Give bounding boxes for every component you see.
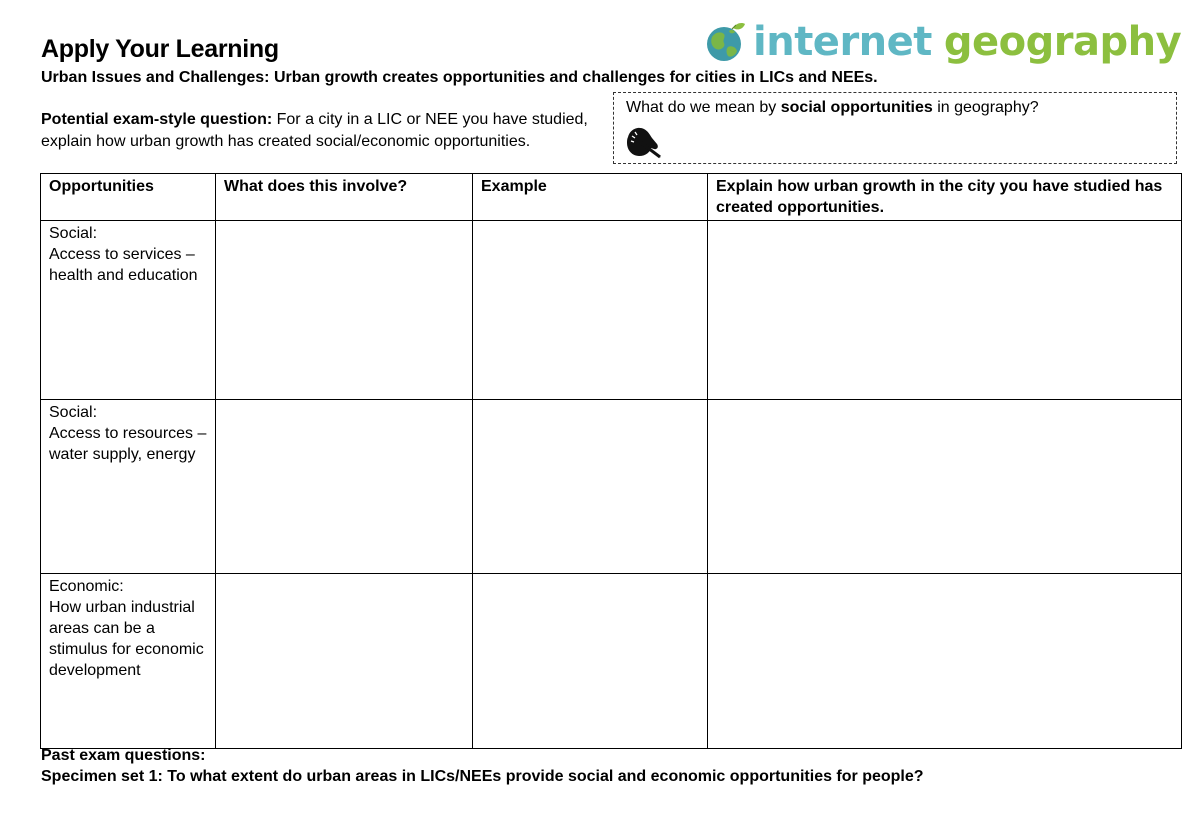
row-label-cell xyxy=(41,574,216,749)
answer-cell-example[interactable] xyxy=(473,400,708,574)
logo-word-internet: internet xyxy=(753,19,932,65)
row-label-line: water supply, energy xyxy=(49,446,196,463)
column-header-opportunities: Opportunities xyxy=(41,174,216,221)
row-label-line: Economic: xyxy=(49,578,124,595)
table-header-row xyxy=(41,174,1182,221)
table-row xyxy=(41,574,1182,749)
column-header-involve: What does this involve? xyxy=(216,174,473,221)
page-title: Apply Your Learning xyxy=(41,35,279,63)
table-row xyxy=(41,221,1182,400)
reflection-question-pre: What do we mean by xyxy=(626,99,781,116)
row-label-line: Social: xyxy=(49,225,98,242)
row-label-line: How urban industrial xyxy=(49,599,195,616)
reflection-question-bold: social opportunities xyxy=(780,99,933,116)
globe-icon xyxy=(703,20,747,64)
row-label-line: Access to resources – xyxy=(49,425,207,442)
opportunities-table xyxy=(40,173,1182,749)
column-header-explain: Explain how urban growth in the city you have studied has created opportunities. xyxy=(708,174,1182,221)
past-exam-question: Specimen set 1: To what extent do urban areas in LICs/NEEs provide social and economic opportunities for people? xyxy=(41,768,924,785)
internet-geography-logo xyxy=(703,16,1181,68)
answer-cell-example[interactable] xyxy=(473,221,708,400)
column-header-example: Example xyxy=(473,174,708,221)
answer-cell-involve[interactable] xyxy=(216,400,473,574)
row-label-line: areas can be a xyxy=(49,620,155,637)
page-subtitle: Urban Issues and Challenges: Urban growth creates opportunities and challenges for cities in LICs and NEEs. xyxy=(41,69,878,86)
exam-question-label: Potential exam-style question: xyxy=(41,111,273,128)
answer-cell-explain[interactable] xyxy=(708,221,1182,400)
table-row xyxy=(41,400,1182,574)
pencil-hand-icon xyxy=(624,123,664,164)
reflection-question-post: in geography? xyxy=(932,99,1039,116)
row-label-line: health and education xyxy=(49,267,198,284)
row-label-line: Social: xyxy=(49,404,98,421)
exam-style-question xyxy=(41,109,601,153)
row-label-line: stimulus for economic xyxy=(49,641,204,658)
exam-question-text: For a city in a LIC or NEE you have studied, explain how urban growth has created social/economic opportunities. xyxy=(41,111,588,150)
row-label-line: development xyxy=(49,662,141,679)
past-exam-heading: Past exam questions: xyxy=(41,747,206,764)
past-exam-questions xyxy=(41,745,924,787)
logo-word-geography: geography xyxy=(943,19,1182,65)
answer-cell-explain[interactable] xyxy=(708,400,1182,574)
answer-cell-involve[interactable] xyxy=(216,221,473,400)
row-label-cell xyxy=(41,221,216,400)
reflection-box xyxy=(613,92,1177,164)
answer-cell-explain[interactable] xyxy=(708,574,1182,749)
answer-cell-example[interactable] xyxy=(473,574,708,749)
answer-cell-involve[interactable] xyxy=(216,574,473,749)
row-label-cell xyxy=(41,400,216,574)
row-label-line: Access to services – xyxy=(49,246,195,263)
reflection-question xyxy=(626,99,1039,117)
